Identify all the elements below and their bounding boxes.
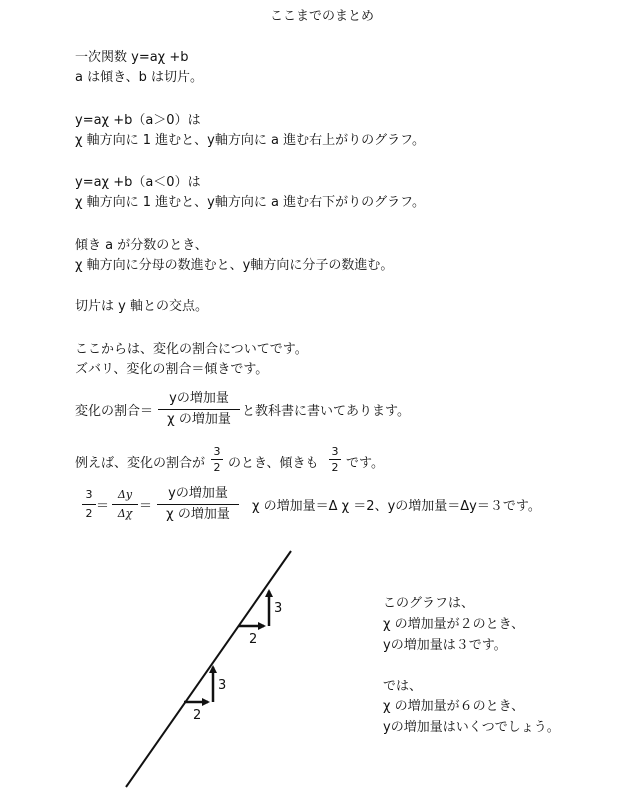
example-fraction-1-den: 2: [213, 461, 221, 474]
summary-positive-slope-heading: y=aχ +b（a＞0）は: [75, 113, 201, 128]
equation-f3-den: χ の増加量: [166, 507, 230, 522]
run-label-lower: 2: [193, 708, 202, 723]
equation-equals-1: ＝: [96, 499, 110, 514]
rate-definition-suffix: と教科書に書いてあります。: [242, 404, 410, 419]
note-line-1: このグラフは、: [383, 596, 475, 611]
rate-of-change-intro: ここからは、変化の割合についてです。: [75, 342, 308, 357]
equation-f1-num: 3: [85, 488, 93, 501]
example-prefix: 例えば、変化の割合が: [75, 456, 206, 471]
page-title: ここまでのまとめ: [270, 9, 375, 24]
example-suffix: です。: [346, 456, 384, 471]
example-middle: のとき、傾きも: [228, 456, 319, 471]
example-fraction-2-den: 2: [331, 461, 339, 474]
rate-equals-slope: ズバリ、変化の割合＝傾きです。: [75, 362, 269, 377]
rate-definition-prefix: 変化の割合＝: [75, 404, 154, 419]
equation-tail: χ の増加量＝Δ χ ＝2、yの増加量＝Δy＝３です。: [252, 499, 541, 514]
note-line-3: yの増加量は３です。: [383, 638, 507, 653]
equation-f1-den: 2: [85, 507, 93, 520]
rise-label-lower: 3: [218, 678, 227, 693]
equation-f2-num: Δy: [117, 488, 133, 501]
summary-slope-intercept: a は傾き、b は切片。: [75, 70, 203, 85]
summary-negative-slope-desc: χ 軸方向に 1 進むと、y軸方向に a 進む右下がりのグラフ。: [75, 195, 426, 210]
note-question: yの増加量はいくつでしょう。: [383, 720, 560, 735]
summary-fraction-slope-desc: χ 軸方向に分母の数進むと、y軸方向に分子の数進む。: [75, 258, 394, 273]
equation-f3-num: yの増加量: [168, 486, 228, 501]
note-line-5: χ の増加量が６のとき、: [383, 699, 525, 714]
summary-positive-slope-desc: χ 軸方向に 1 進むと、y軸方向に a 進む右上がりのグラフ。: [75, 133, 426, 148]
graph-line: [126, 551, 291, 787]
equation-equals-2: ＝: [139, 499, 153, 514]
rate-denominator: χ の増加量: [167, 412, 231, 427]
equation-f2-den: Δχ: [117, 507, 133, 520]
summary-linear-function: 一次関数 y=aχ +b: [75, 50, 189, 65]
summary-intercept: 切片は y 軸との交点。: [75, 299, 208, 314]
summary-fraction-slope-heading: 傾き a が分数のとき、: [75, 238, 208, 253]
rise-label-upper: 3: [274, 601, 283, 616]
example-fraction-2-num: 3: [331, 445, 339, 458]
note-line-2: χ の増加量が２のとき、: [383, 617, 525, 632]
summary-negative-slope-heading: y=aχ +b（a＜0）は: [75, 175, 201, 190]
example-fraction-1-num: 3: [213, 445, 221, 458]
rate-numerator: yの増加量: [169, 391, 229, 406]
note-line-4: では、: [383, 679, 423, 694]
run-label-upper: 2: [249, 632, 258, 647]
